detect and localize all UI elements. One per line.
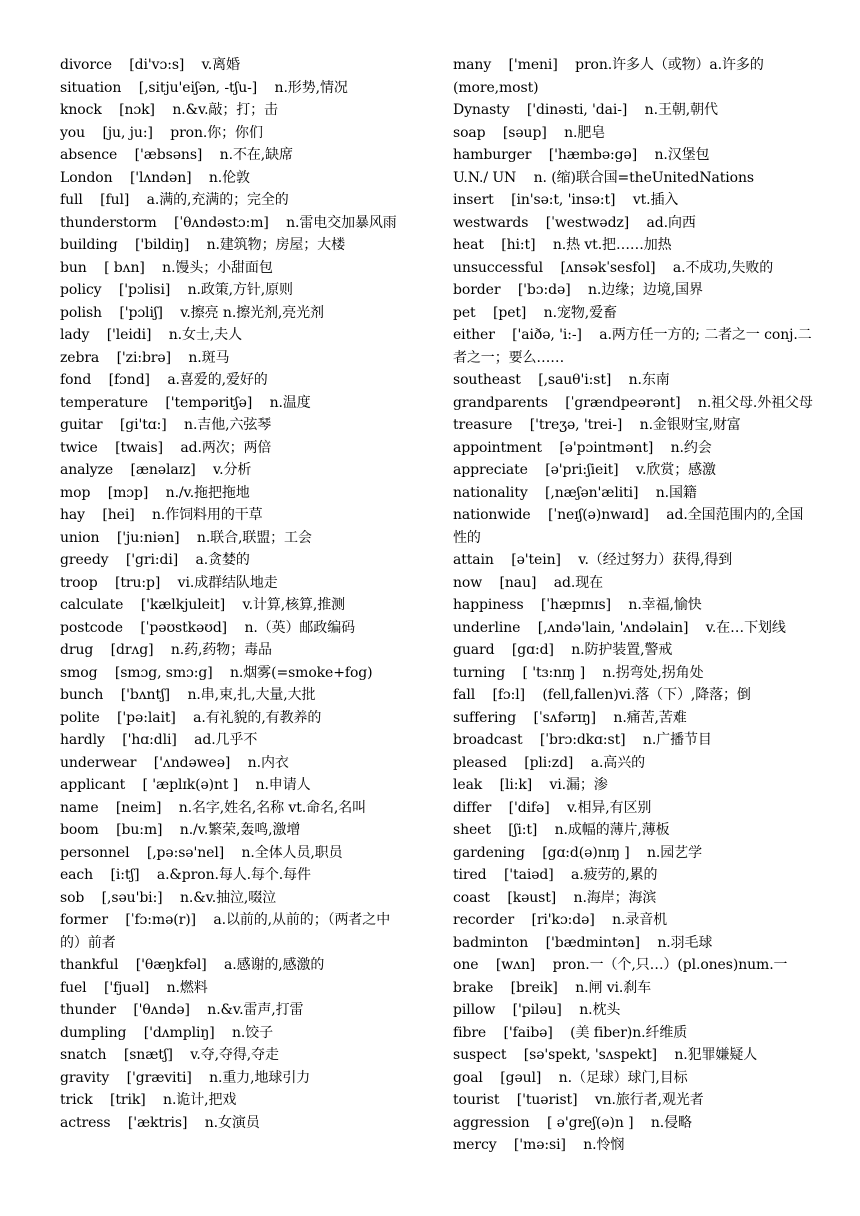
vocab-entry: appointment [ə'pɔintmənt] n.约会 bbox=[453, 439, 712, 456]
vocab-entry: lady ['leidi] n.女士,夫人 bbox=[60, 327, 242, 343]
vocab-entry: one [wʌn] pron.一（个,只…）(pl.ones)num.一 bbox=[453, 957, 788, 973]
vocab-entry: thankful ['θæŋkfəl] a.感谢的,感激的 bbox=[60, 957, 325, 973]
vocab-entry: hardly ['hɑ:dli] ad.几乎不 bbox=[60, 732, 258, 748]
vocab-entry: mercy ['mə:si] n.怜悯 bbox=[453, 1137, 625, 1153]
vocab-entry: former [ˈfɔ:mə(r)] a.以前的,从前的；（两者之中的）前者 bbox=[60, 912, 391, 951]
vocab-entry: hay [hei] n.作饲料用的干草 bbox=[60, 507, 263, 523]
vocab-entry: postcode [ˈpəʊstkəʊd] n.（英）邮政编码 bbox=[60, 619, 356, 636]
vocab-entry: U.N./ UN n. (缩)联合国=theUnitedNations bbox=[453, 169, 754, 186]
vocab-entry: soap [səup] n.肥皂 bbox=[453, 124, 606, 141]
vocab-entry: suffering [ˈsʌfərɪŋ] n.痛苦,苦难 bbox=[453, 709, 687, 726]
vocab-entry: attain [ə'tein] v.（经过努力）获得,得到 bbox=[453, 552, 733, 568]
vocab-entry: trick [trik] n.诡计,把戏 bbox=[60, 1092, 237, 1108]
vocab-entry: knock [nɔk] n.&v.敲；打；击 bbox=[60, 102, 278, 118]
vocab-entry: badminton ['bædmintən] n.羽毛球 bbox=[453, 934, 713, 951]
vocab-entry: thunderstorm [ˈθʌndəstɔ:m] n.雷电交加暴风雨 bbox=[60, 214, 397, 231]
vocab-entry: you [ju, ju:] pron.你；你们 bbox=[60, 124, 263, 141]
vocab-entry: unsuccessful [ʌnsəkˈsesfol] a.不成功,失败的 bbox=[453, 259, 774, 276]
right-column bbox=[453, 54, 815, 1157]
vocab-entry: differ ['difə] v.相异,有区别 bbox=[453, 799, 652, 816]
vocab-entry: turning [ 'tɜ:nɪŋ ] n.拐弯处,拐角处 bbox=[453, 664, 704, 681]
vocab-entry: gardening [gɑ:d(ə)nɪŋ ] n.园艺学 bbox=[453, 844, 702, 861]
vocab-entry: gravity ['græviti] n.重力,地球引力 bbox=[60, 1069, 311, 1086]
vocab-entry: thunder ['θʌndə] n.&v.雷声,打雷 bbox=[60, 1002, 304, 1018]
vocab-entry: situation [,sitju'eiʃən, -tʃu-] n.形势,情况 bbox=[60, 79, 348, 96]
vocab-entry: each [i:tʃ] a.&pron.每人.每个.每件 bbox=[60, 867, 311, 883]
vocab-entry: calculate ['kælkjuleit] v.计算,核算,推测 bbox=[60, 597, 346, 613]
vocab-entry: London ['lʌndən] n.伦敦 bbox=[60, 169, 250, 186]
vocab-entry: boom [bu:m] n./v.繁荣,轰鸣,激增 bbox=[60, 822, 301, 838]
vocab-entry: absence ['æbsəns] n.不在,缺席 bbox=[60, 147, 293, 163]
vocab-entry: tired ['taiəd] a.疲劳的,累的 bbox=[453, 867, 658, 883]
vocab-entry: polite ['pə:lait] a.有礼貌的,有教养的 bbox=[60, 709, 322, 726]
vocab-entry: drug [drʌg] n.药,药物；毒品 bbox=[60, 642, 272, 658]
vocab-entry: temperature ['tempəritʃə] n.温度 bbox=[60, 394, 311, 411]
vocab-entry: applicant [ 'æplɪk(ə)nt ] n.申请人 bbox=[60, 777, 311, 793]
vocab-entry: policy ['pɔlisi] n.政策,方针,原则 bbox=[60, 282, 293, 298]
vocab-entry: sheet [ʃi:t] n.成幅的薄片,薄板 bbox=[453, 822, 670, 838]
vocab-entry: troop [tru:p] vi.成群结队地走 bbox=[60, 574, 278, 591]
vocab-entry: smog [smɔg, smɔ:g] n.烟雾(=smoke+fog) bbox=[60, 664, 373, 681]
vocab-entry: divorce [di'vɔ:s] v.离婚 bbox=[60, 57, 240, 73]
vocab-entry: snatch [snætʃ] v.夺,夺得,夺走 bbox=[60, 1047, 279, 1063]
vocab-entry: twice [twais] ad.两次；两倍 bbox=[60, 439, 272, 456]
vocab-entry: bunch ['bʌntʃ] n.串,束,扎,大量,大批 bbox=[60, 687, 316, 703]
vocab-entry: pleased [pli:zd] a.高兴的 bbox=[453, 754, 645, 771]
vocab-entry: guitar [gi'tɑ:] n.吉他,六弦琴 bbox=[60, 417, 272, 433]
vocab-entry: westwards [ˈwestwədz] ad.向西 bbox=[453, 214, 696, 231]
vocab-entry: leak [li:k] vi.漏；渗 bbox=[453, 777, 608, 793]
vocab-entry: underwear ['ʌndəweə] n.内衣 bbox=[60, 754, 289, 771]
vocab-entry: hamburger ['hæmbə:gə] n.汉堡包 bbox=[453, 147, 710, 163]
vocab-entry: fond [fɔnd] a.喜爱的,爱好的 bbox=[60, 372, 268, 388]
vocab-entry: analyze [ænəlaɪz] v.分析 bbox=[60, 462, 252, 478]
vocab-entry: zebra ['zi:brə] n.斑马 bbox=[60, 349, 230, 366]
vocab-entry: fall [fɔ:l] (fell,fallen)vi.落（下）,降落；倒 bbox=[453, 687, 751, 703]
vocab-entry: pet [pet] n.宠物,爱畜 bbox=[453, 304, 617, 321]
vocab-entry: brake [breik] n.闸 vi.刹车 bbox=[453, 979, 652, 996]
vocab-entry: goal [gəul] n.（足球）球门,目标 bbox=[453, 1069, 688, 1086]
vocab-entry: sob [,səu'bi:] n.&v.抽泣,啜泣 bbox=[60, 889, 277, 906]
vocab-entry: recorder [ri'kɔ:də] n.录音机 bbox=[453, 912, 668, 928]
vocab-entry: coast [kəust] n.海岸；海滨 bbox=[453, 889, 657, 906]
vocab-entry: border ['bɔ:də] n.边缘；边境,国界 bbox=[453, 282, 703, 298]
vocab-entry: appreciate [ə'pri:ʃieit] v.欣赏；感激 bbox=[453, 462, 716, 478]
vocab-entry: suspect [sə'spekt, 'sʌspekt] n.犯罪嫌疑人 bbox=[453, 1047, 758, 1063]
vocab-entry: broadcast [ˈbrɔ:dkɑ:st] n.广播节目 bbox=[453, 732, 712, 748]
vocab-entry: grandparents [ˈgrændpeərənt] n.祖父母.外祖父母 bbox=[453, 394, 813, 411]
vocab-entry: pillow ['piləu] n.枕头 bbox=[453, 1002, 621, 1018]
vocab-entry: fuel ['fjuəl] n.燃料 bbox=[60, 979, 208, 996]
vocab-entry: Dynasty ['dinəsti, 'dai-] n.王朝,朝代 bbox=[453, 102, 718, 118]
vocab-entry: heat [hi:t] n.热 vt.把……加热 bbox=[453, 237, 672, 253]
vocab-entry: aggression [ ə'greʃ(ə)n ] n.侵略 bbox=[453, 1114, 692, 1131]
vocab-entry: underline [,ʌndə'lain, 'ʌndəlain] v.在…下划线 bbox=[453, 619, 786, 636]
vocab-entry: insert [in'sə:t, 'insə:t] vt.插入 bbox=[453, 192, 679, 208]
vocab-entry: mop [mɔp] n./v.拖把拖地 bbox=[60, 484, 250, 501]
vocab-entry: either ['aiðə, 'i:-] a.两方任一方的; 二者之一 conj.二者之一；要么…… bbox=[453, 327, 812, 366]
vocab-entry: southeast [,sauθ'i:st] n.东南 bbox=[453, 372, 670, 388]
vocab-entry: bun [ bʌn] n.馒头；小甜面包 bbox=[60, 259, 273, 276]
vocab-entry: many ['meni] pron.许多人（或物）a.许多的(more,most) bbox=[453, 57, 764, 96]
vocab-entry: nationwide [ˈneɪʃ(ə)nwaɪd] ad.全国范围内的,全国性的 bbox=[453, 507, 804, 546]
vocab-entry: treasure ['treʒə, 'trei-] n.金银财宝,财富 bbox=[453, 417, 741, 433]
vocab-entry: full [ful] a.满的,充满的；完全的 bbox=[60, 192, 289, 208]
vocab-entry: fibre ['faibə] (美 fiber)n.纤维质 bbox=[453, 1024, 688, 1041]
vocab-entry: now [nau] ad.现在 bbox=[453, 574, 603, 591]
vocab-entry: name [neim] n.名字,姓名,名称 vt.命名,名叫 bbox=[60, 799, 367, 816]
vocab-entry: greedy ['gri:di] a.贪婪的 bbox=[60, 552, 250, 568]
vocab-entry: personnel [,pə:sə'nel] n.全体人员,职员 bbox=[60, 844, 343, 861]
vocab-entry: building ['bildiŋ] n.建筑物；房屋；大楼 bbox=[60, 237, 345, 253]
vocab-entry: union ['ju:niən] n.联合,联盟；工会 bbox=[60, 529, 312, 546]
vocab-entry: happiness [ˈhæpɪnɪs] n.幸福,愉快 bbox=[453, 597, 702, 613]
vocab-entry: polish ['pɔliʃ] v.擦亮 n.擦光剂,亮光剂 bbox=[60, 304, 324, 321]
vocab-entry: tourist ['tuərist] vn.旅行者,观光者 bbox=[453, 1092, 704, 1108]
vocab-entry: actress ['æktris] n.女演员 bbox=[60, 1114, 260, 1131]
vocab-entry: nationality [,næʃən'æliti] n.国籍 bbox=[453, 484, 697, 501]
left-column bbox=[60, 54, 410, 1134]
vocab-entry: guard [gɑ:d] n.防护装置,警戒 bbox=[453, 642, 673, 658]
vocab-entry: dumpling ['dʌmpliŋ] n.饺子 bbox=[60, 1024, 274, 1041]
